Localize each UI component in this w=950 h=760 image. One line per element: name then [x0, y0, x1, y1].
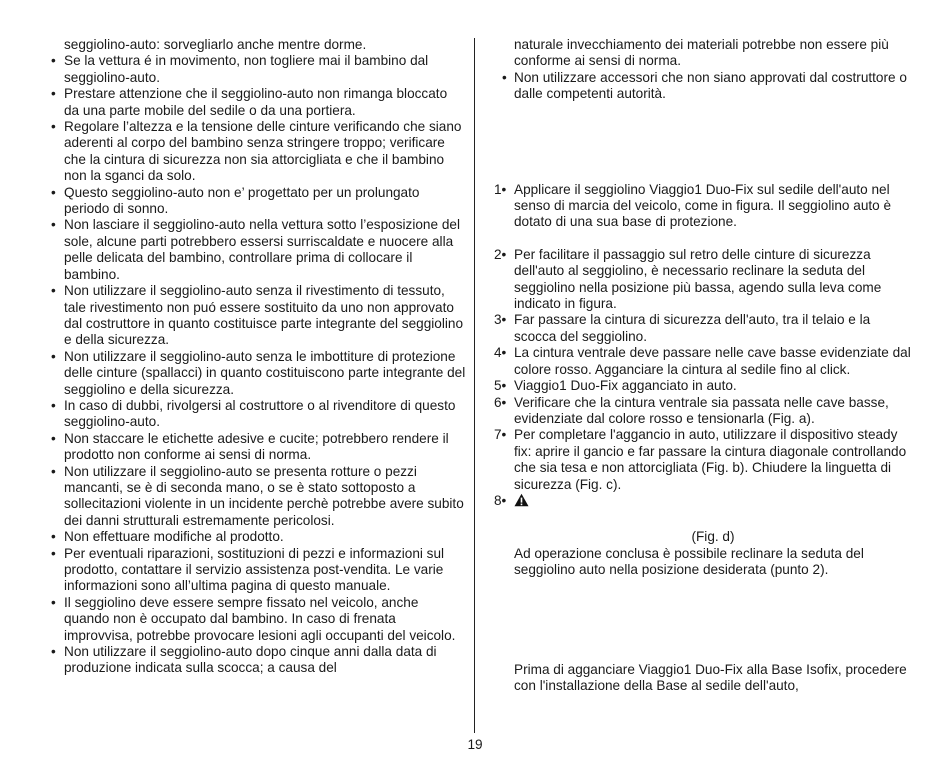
step-number: 8• [494, 492, 507, 508]
step-number: 4• [494, 345, 507, 361]
left-bullet-list [48, 53, 466, 676]
right-column [494, 37, 912, 694]
column-divider [474, 38, 475, 733]
step-item [494, 378, 912, 394]
step-number: 1• [494, 181, 507, 197]
closing-text: Prima di agganciare Viaggio1 Duo-Fix alla Base Isofix, procedere con l'installazione della Base al sedile dell'auto, [514, 661, 907, 693]
step-number: 2• [494, 246, 507, 262]
bullet-mark: • [51, 119, 56, 135]
list-item: • Questo seggiolino-auto non e’ progettato per un prolungato periodo di sonno. [51, 184, 420, 217]
bullet-mark: • [51, 397, 56, 413]
bullet-mark: • [51, 644, 56, 660]
list-item: • Non utilizzare il seggiolino-auto senza il rivestimento di tessuto, tale rivestimento non puó essere sostituito da uno non approvato dal costruttore in quanto costituisce parte integrante del seggiolino e della sicurezza. [51, 283, 463, 348]
right-bullet-list [494, 70, 912, 103]
right-lead-text: naturale invecchiamento dei materiali potrebbe non essere più conforme ai sensi di norma. [514, 37, 889, 69]
figure-caption: (Fig. d) [691, 529, 735, 545]
step-number: 7• [494, 427, 507, 443]
list-item: • In caso di dubbi, rivolgersi al costruttore o al rivenditore di questo seggiolino-auto. [51, 397, 456, 430]
step-number: 6• [494, 394, 507, 410]
step-text: Verificare che la cintura ventrale sia passata nelle cave basse, evidenziate dal colore rosso e tensionarla (Fig. a). [514, 394, 889, 426]
list-item: • Prestare attenzione che il seggiolino-auto non rimanga bloccato da una parte mobile del sedile o da una portiera. [51, 86, 448, 118]
step-number: 3• [494, 312, 507, 328]
list-item: • Il seggiolino deve essere sempre fissato nel veicolo, anche quando non è occupato dal bambino. In caso di frenata improvvisa, potrebbe provocare lesioni agli occupanti del veicolo. [51, 594, 456, 643]
bullet-mark: • [51, 545, 56, 561]
steps-list [494, 182, 912, 512]
step-item [494, 427, 912, 493]
step-text: Per facilitare il passaggio sul retro delle cinture di sicurezza dell'auto al seggiolino, è necessario reclinare la seduta del seggiolino nella posizione più bassa, agendo sulla leva come indicato in figura. [514, 246, 882, 312]
bullet-mark: • [51, 53, 56, 69]
bullet-mark: • [51, 217, 56, 233]
step-spacer [494, 231, 912, 247]
list-item: • Per eventuali riparazioni, sostituzioni di pezzi e informazioni sul prodotto, contattare il servizio assistenza post-vendita. Le varie informazioni sono all’ultima pagina di questo manuale. [51, 545, 445, 594]
list-item: • Non utilizzare il seggiolino-auto senza le imbottiture di protezione delle cinture (spallacci) in quanto costituiscono parte integrante del seggiolino e della sicurezza. [51, 348, 466, 397]
bullet-mark: • [51, 184, 56, 200]
step-item [494, 395, 912, 428]
step-item [494, 493, 912, 511]
figure-space [494, 103, 912, 182]
list-item: • Non effettuare modifiche al prodotto. [51, 529, 284, 545]
page-number: 19 [467, 737, 483, 752]
bullet-mark: • [51, 463, 56, 479]
bullet-mark: • [51, 594, 56, 610]
step-item [494, 312, 912, 345]
left-lead-text: seggiolino-auto: sorvegliarlo anche mentre dorme. [64, 37, 367, 52]
bullet-mark: • [51, 283, 56, 299]
warning-triangle-icon [514, 493, 529, 511]
step-number: 5• [494, 378, 507, 394]
step-text: La cintura ventrale deve passare nelle cave basse evidenziate dal colore rosso. Agganciare la cintura al sedile fino al click. [514, 345, 911, 377]
list-item: • Non lasciare il seggiolino-auto nella vettura sotto l’esposizione del sole, alcune parti potrebbero essersi surriscaldate e nuocere alla pelle delicata del bambino, controllare prima di collocare il bambino. [51, 217, 460, 282]
list-item: • Non utilizzare il seggiolino-auto se presenta rotture o pezzi mancanti, se è di seconda mano, o se è stato sottoposto a sollecitazioni violente in un incidente perchè potrebbe avere subito dei danni strutturali estremamente pericolosi. [51, 463, 464, 528]
step-text: Per completare l'aggancio in auto, utilizzare il dispositivo steady fix: aprire il gancio e far passare la cintura diagonale controllando che sia tesa e non attorcigliata (Fig. b). Chiudere la linguetta di sicurezza (Fig. c). [514, 427, 907, 492]
bullet-mark: • [502, 69, 507, 85]
left-column [48, 37, 466, 677]
list-item: • Non utilizzare il seggiolino-auto dopo cinque anni dalla data di produzione indicata sulla scocca; a causa del [51, 644, 437, 676]
list-item: • Non staccare le etichette adesive e cucite; potrebbero rendere il prodotto non conforme ai sensi di norma. [51, 430, 449, 463]
list-item: • Regolare l’altezza e la tensione delle cinture verificando che siano aderenti al corpo del bambino senza stringere troppo; verificare che la cintura di sicurezza non sia attorcigliata e che il bambino non la sganci da solo. [51, 119, 462, 184]
bullet-mark: • [51, 86, 56, 102]
list-item: • Non utilizzare accessori che non siano approvati dal costruttore o dalle competenti autorità. [502, 69, 907, 102]
bullet-mark: • [51, 430, 56, 446]
step-item [494, 182, 912, 231]
after-figure-text: Ad operazione conclusa è possibile reclinare la seduta del seggiolino auto nella posizione desiderata (punto 2). [514, 545, 864, 578]
step-text: Far passare la cintura di sicurezza dell'auto, tra il telaio e la scocca del seggiolino. [514, 312, 871, 344]
list-item: • Se la vettura é in movimento, non togliere mai il bambino dal seggiolino-auto. [51, 53, 429, 85]
step-item [494, 247, 912, 313]
step-text: Applicare il seggiolino Viaggio1 Duo-Fix sul sedile dell'auto nel senso di marcia del veicolo, come in figura. Il seggiolino auto è dotato di una sua base di protezione. [514, 181, 892, 230]
bullet-mark: • [51, 529, 56, 545]
step-text: Viaggio1 Duo-Fix agganciato in auto. [514, 378, 737, 394]
step-item [494, 345, 912, 378]
bullet-mark: • [51, 348, 56, 364]
figure-space [494, 579, 912, 662]
